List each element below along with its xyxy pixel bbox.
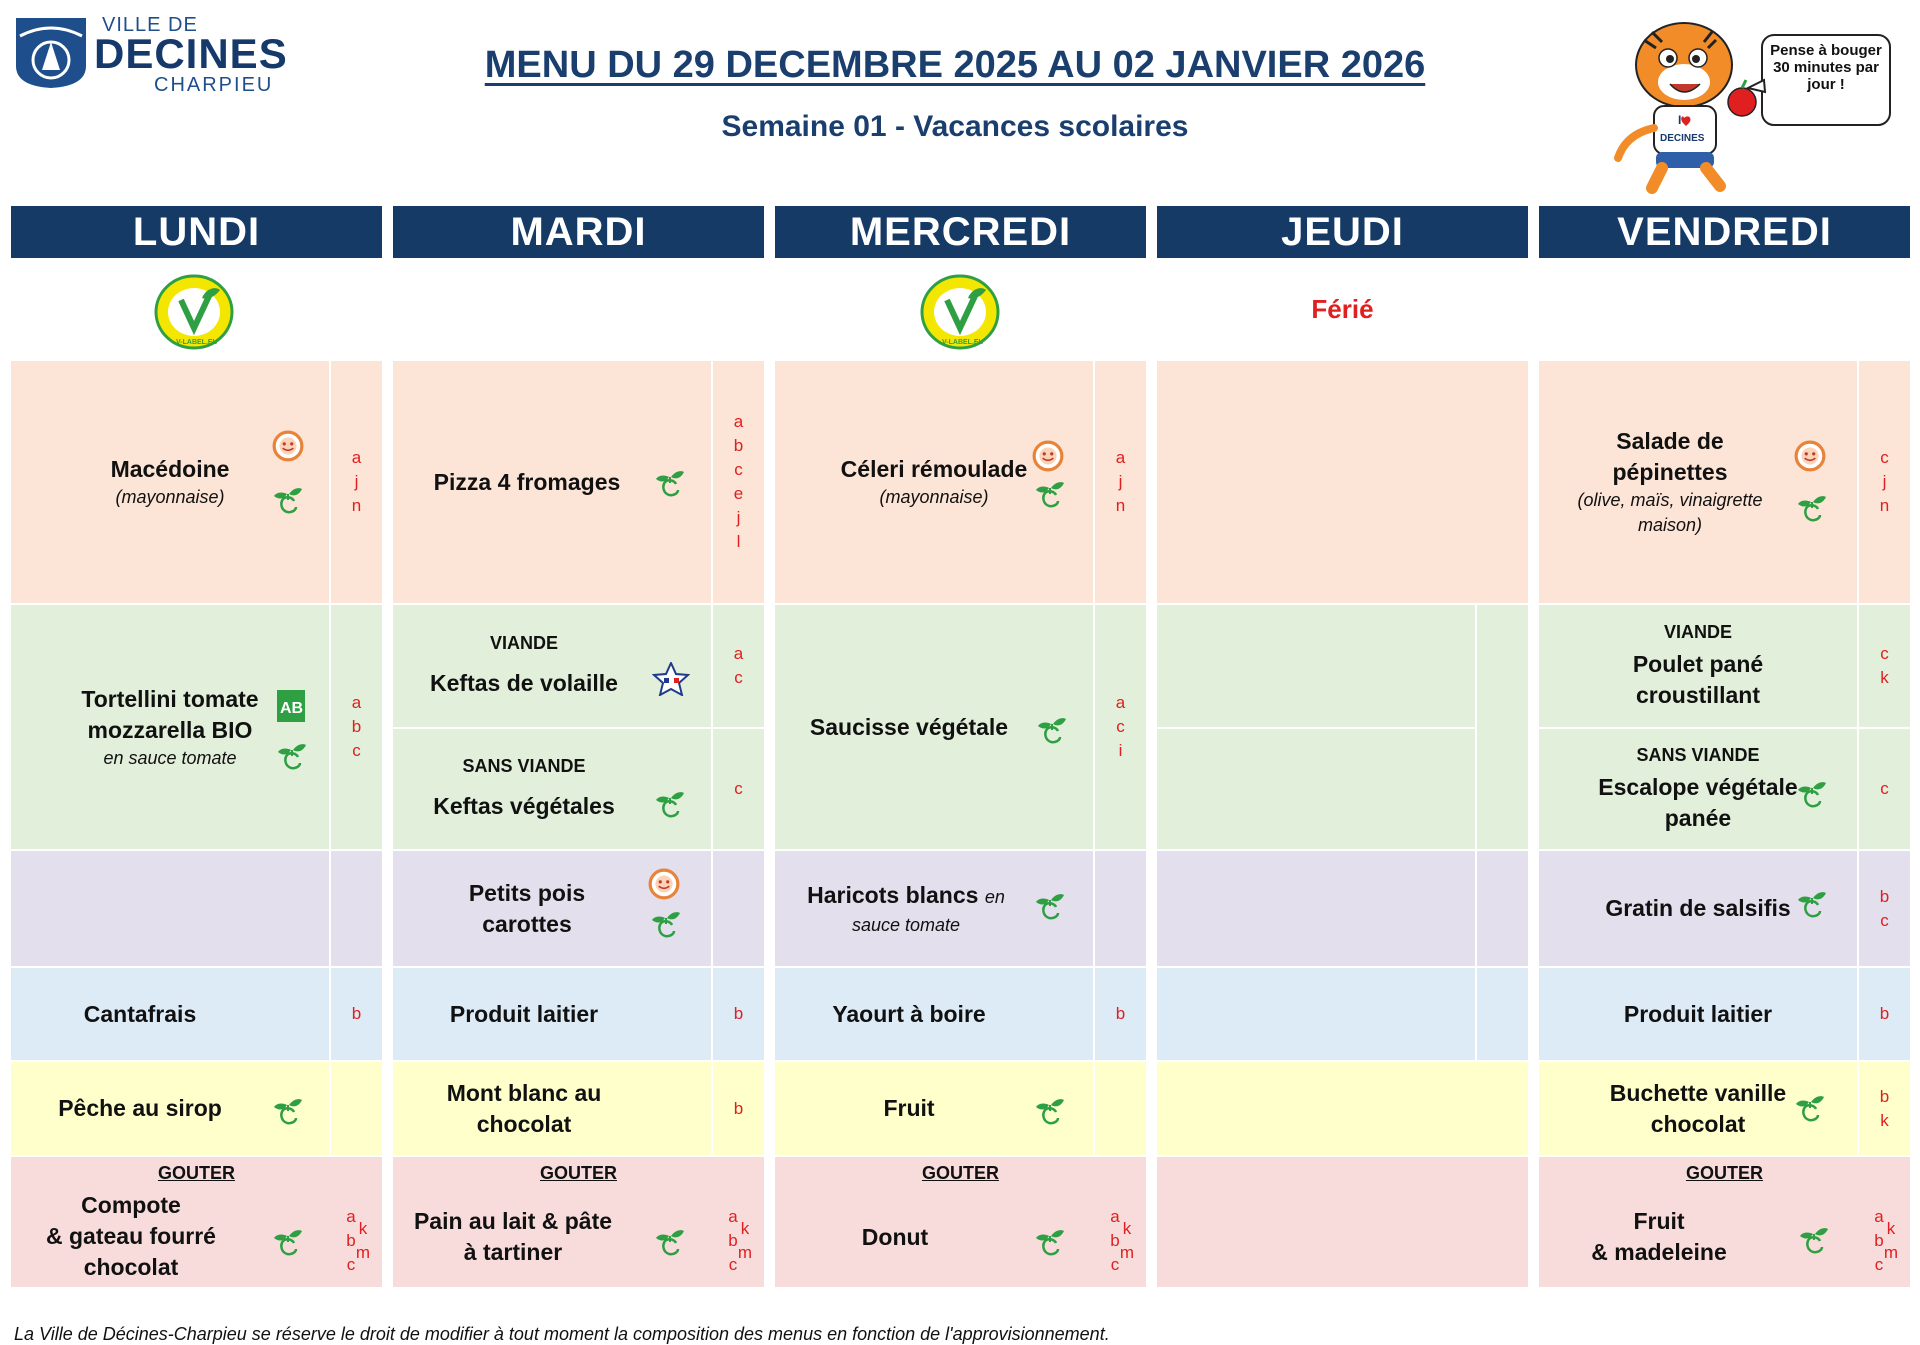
dish-name: Haricots blancs	[807, 881, 979, 908]
vendredi-plat-viande	[1539, 605, 1857, 727]
dish-sub-1: (olive, maïs, vinaigrette	[1577, 490, 1763, 510]
gouter-label: GOUTER	[1685, 1163, 1763, 1183]
dish-name-line	[807, 880, 1005, 913]
mardi-legume-allergens-cell	[713, 851, 764, 966]
dish-name: Céleri rémoulade	[840, 456, 1028, 482]
logo-line3: CHARPIEU	[154, 74, 274, 96]
lundi-legume	[11, 851, 329, 966]
vegetarian-leaf-icon	[1798, 1222, 1830, 1254]
logo-line1: VILLE DE	[102, 14, 198, 36]
fait-maison-icon	[648, 868, 680, 900]
allergen-letter: a	[351, 693, 362, 712]
allergen-letter: c	[1880, 448, 1889, 467]
allergen-letter: c	[1110, 1255, 1120, 1274]
allergen-letter: m	[355, 1243, 371, 1262]
jeudi-legume	[1157, 851, 1475, 966]
vendredi-plat-sans-allergens-cell	[1859, 729, 1910, 849]
allergens-col-a	[1874, 1205, 1884, 1277]
dish-name-2: chocolat	[476, 1110, 572, 1137]
allergen-letter: a	[346, 1207, 356, 1226]
allergen-letter: b	[733, 1098, 744, 1118]
allergen-letter: c	[1116, 717, 1125, 736]
footer-disclaimer: La Ville de Décines-Charpieu se réserve le droit de modifier à tout moment la composition des menus en fonction de l'approvisionnement.	[14, 1324, 1110, 1344]
mercredi-entree-allergens-cell	[1095, 361, 1146, 603]
dish-name: Pêche au sirop	[58, 1095, 222, 1121]
allergen-letter: b	[1879, 1004, 1890, 1023]
jeudi-laitier	[1157, 968, 1475, 1060]
allergen-letter: k	[740, 1219, 750, 1238]
allergen-letter: b	[1879, 886, 1890, 906]
allergens	[1880, 1002, 1889, 1026]
speech-bubble	[1748, 35, 1890, 125]
allergen-letter: c	[352, 741, 361, 760]
city-shield-icon	[12, 14, 90, 90]
dish-name: Macédoine	[110, 456, 230, 482]
dish-name: Pizza 4 fromages	[433, 468, 621, 495]
viande-label: VIANDE	[489, 633, 558, 653]
dish-name: Produit laitier	[1623, 1000, 1773, 1027]
lundi-legume-allergens-cell	[331, 851, 382, 966]
vegan-label-icon	[920, 274, 1000, 350]
allergen-letter: c	[1880, 779, 1889, 798]
dish-name: Produit laitier	[449, 1000, 599, 1027]
allergen-letter: j	[354, 472, 359, 491]
allergen-letter: j	[1118, 472, 1123, 491]
day-header-mercredi: MERCREDI	[775, 206, 1146, 258]
allergen-letter: m	[1883, 1243, 1899, 1262]
jeudi-plat-allergens-cell	[1477, 605, 1528, 849]
allergen-letter: b	[1879, 1086, 1890, 1106]
mercredi-laitier	[775, 968, 1093, 1060]
allergen-letter: k	[1880, 668, 1889, 687]
vegan-label-text: V-LABEL.EU	[942, 339, 984, 346]
allergens-col-a	[346, 1205, 356, 1277]
vendredi-dessert-allergens-cell	[1859, 1062, 1910, 1155]
allergen-letter: b	[733, 1004, 744, 1023]
allergen-letter: i	[1118, 741, 1123, 760]
allergens-col-b	[1119, 1217, 1135, 1265]
ville-logo	[12, 12, 292, 96]
fait-maison-icon	[272, 430, 304, 462]
allergens	[1880, 1085, 1890, 1133]
vegan-label-icon	[154, 274, 234, 350]
jeudi-laitier-allergens-cell	[1477, 968, 1528, 1060]
dish-name-2: & madeleine	[1591, 1239, 1727, 1265]
allergen-letter: l	[736, 532, 741, 551]
allergens	[1116, 1002, 1125, 1026]
vendredi-entree-allergens-cell	[1859, 361, 1910, 603]
mardi-laitier-allergens-cell	[713, 968, 764, 1060]
lundi-entree-allergens-cell	[331, 361, 382, 603]
allergen-letter: c	[346, 1255, 356, 1274]
mardi-gouter-text	[393, 1206, 633, 1268]
sans-viande-label: SANS VIANDE	[462, 756, 586, 776]
dish-name: Gratin de salsifis	[1605, 895, 1791, 921]
vegetarian-leaf-icon	[654, 1224, 686, 1256]
day-header-mardi: MARDI	[393, 206, 764, 258]
allergen-letter: k	[1880, 1110, 1889, 1130]
viande-label: VIANDE	[1663, 621, 1732, 642]
dish-sub: en sauce tomate	[103, 747, 237, 768]
mercredi-legume-allergens-cell	[1095, 851, 1146, 966]
vegetarian-leaf-icon	[1034, 1093, 1066, 1125]
lundi-dessert-allergens-cell	[331, 1062, 382, 1155]
fait-maison-icon	[1794, 440, 1826, 472]
vegetarian-leaf-icon	[1796, 490, 1828, 522]
allergens	[734, 642, 744, 690]
jeudi-entree	[1157, 361, 1528, 603]
vendredi-plat-viande-allergens-cell	[1859, 605, 1910, 727]
page-title: MENU DU 29 DECEMBRE 2025 AU 02 JANVIER 2026	[484, 44, 1426, 86]
dish-name: Saucisse végétale	[809, 713, 1009, 740]
allergen-letter: b	[1115, 1004, 1126, 1023]
jeudi-legume-allergens-cell	[1477, 851, 1528, 966]
day-header-lundi: LUNDI	[11, 206, 382, 258]
gouter-label: GOUTER	[539, 1163, 617, 1183]
allergen-letter: a	[1115, 448, 1126, 467]
vegan-label-text: V-LABEL.EU	[176, 339, 218, 346]
allergen-letter: c	[734, 668, 743, 687]
dish-name-2: carottes	[482, 910, 572, 937]
allergens	[734, 777, 743, 801]
allergen-letter: c	[1874, 1255, 1884, 1274]
vendredi-laitier	[1539, 968, 1857, 1060]
allergen-letter: m	[737, 1243, 753, 1262]
mercredi-gouter-text	[775, 1222, 1015, 1253]
dish-name-2: pépinettes	[1612, 459, 1728, 485]
dish-sub-2: maison)	[1637, 515, 1703, 535]
vegetarian-leaf-icon	[1034, 888, 1066, 920]
allergens	[1116, 691, 1126, 763]
mercredi-laitier-allergens-cell	[1095, 968, 1146, 1060]
allergen-letter: a	[733, 412, 744, 431]
allergen-letter: b	[1110, 1231, 1120, 1250]
vegetarian-leaf-icon	[654, 786, 686, 818]
allergens-col-b	[737, 1217, 753, 1265]
dish-name-1: Salade de	[1616, 428, 1724, 454]
allergens	[1880, 885, 1890, 933]
dish-name-2: mozzarella BIO	[87, 716, 253, 743]
mardi-laitier	[393, 968, 711, 1060]
dish-name-2: chocolat	[1650, 1110, 1746, 1137]
day-header-vendredi: VENDREDI	[1539, 206, 1910, 258]
jeudi-plat-2	[1157, 729, 1475, 849]
allergen-letter: j	[736, 508, 741, 527]
dish-name-1: Petits pois	[468, 879, 586, 906]
dish-name-2: croustillant	[1636, 681, 1760, 708]
vendredi-laitier-allergens-cell	[1859, 968, 1910, 1060]
allergen-letter: e	[733, 484, 744, 503]
logo-line2: DECINES	[94, 30, 288, 77]
allergens	[352, 1002, 361, 1026]
dish-sub: sauce tomate	[851, 914, 961, 935]
page-subtitle: Semaine 01 - Vacances scolaires	[721, 110, 1189, 143]
vegetarian-leaf-icon	[654, 465, 686, 497]
fait-maison-icon	[1032, 440, 1064, 472]
allergen-letter: a	[1874, 1207, 1884, 1226]
allergen-letter: b	[733, 436, 744, 455]
allergen-letter: n	[351, 496, 362, 515]
dish-name-2: à tartiner	[463, 1239, 563, 1265]
tiger-mascot-icon	[1612, 10, 1902, 195]
jeudi-gouter	[1157, 1157, 1528, 1287]
dish-name: Keftas végétales	[433, 793, 615, 819]
dish-name-1: Pain au lait & pâte	[413, 1208, 613, 1234]
lundi-gouter-text	[11, 1190, 251, 1283]
allergen-letter: a	[1115, 693, 1126, 712]
vegetarian-leaf-icon	[1034, 1224, 1066, 1256]
vendredi-legume-allergens-cell	[1859, 851, 1910, 966]
allergen-letter: k	[1886, 1219, 1896, 1238]
allergen-letter: c	[1880, 910, 1889, 930]
dish-name: Keftas de volaille	[430, 670, 618, 696]
mardi-dessert	[393, 1062, 711, 1155]
allergen-letter: a	[728, 1207, 738, 1226]
vegetarian-leaf-icon	[1036, 712, 1068, 744]
mardi-entree-allergens-cell	[713, 361, 764, 603]
sans-viande-label: SANS VIANDE	[1636, 744, 1760, 765]
allergens	[1880, 446, 1890, 518]
allergen-letter: c	[734, 460, 743, 479]
vendredi-entree	[1539, 361, 1857, 603]
vegetarian-leaf-icon	[1796, 776, 1828, 808]
dish-name-1: Tortellini tomate	[81, 685, 259, 712]
volaille-france-star-icon	[652, 662, 690, 696]
lundi-plat	[11, 605, 329, 849]
allergen-letter: k	[1122, 1219, 1132, 1238]
day-header-jeudi: JEUDI	[1157, 206, 1528, 258]
bubble-text: Pense à bouger 30 minutes par jour !	[1770, 42, 1882, 93]
allergen-letter: b	[1874, 1231, 1884, 1250]
allergens-col-a	[728, 1205, 738, 1277]
mascot-shirt-top: I	[1678, 113, 1682, 127]
allergen-letter: b	[351, 717, 362, 736]
allergen-letter: a	[351, 448, 362, 467]
gouter-label: GOUTER	[921, 1163, 999, 1183]
allergen-letter: m	[1119, 1243, 1135, 1262]
allergens	[352, 691, 362, 763]
dish-name-1: Escalope végétale	[1598, 773, 1798, 800]
dish-name-1: Mont blanc au	[446, 1079, 602, 1106]
mascot-shirt-text: DECINES	[1660, 133, 1705, 144]
allergen-letter: b	[728, 1231, 738, 1250]
allergen-letter: c	[728, 1255, 738, 1274]
vegetarian-leaf-icon	[272, 482, 304, 514]
allergens	[734, 1097, 743, 1121]
dish-name-1: Compote	[81, 1192, 181, 1218]
dish-name-1: Fruit	[1633, 1208, 1685, 1234]
dish-sub: (mayonnaise)	[115, 487, 225, 507]
allergen-letter: b	[351, 1004, 362, 1023]
allergens	[1880, 642, 1890, 690]
vegetarian-leaf-icon	[272, 1224, 304, 1256]
mardi-dessert-allergens-cell	[713, 1062, 764, 1155]
dish-name-2: panée	[1664, 804, 1732, 831]
bio-ab-icon	[276, 689, 306, 723]
allergens-col-b	[355, 1217, 371, 1265]
allergens	[1098, 1205, 1144, 1277]
dish-name: Cantafrais	[83, 1000, 197, 1027]
dish-name-2: & gateau fourré	[46, 1223, 216, 1249]
allergen-letter: a	[1110, 1207, 1120, 1226]
allergens	[1116, 446, 1126, 518]
lundi-laitier-allergens-cell	[331, 968, 382, 1060]
allergens	[716, 1205, 762, 1277]
vegetarian-leaf-icon	[1794, 1090, 1826, 1122]
allergens	[1862, 1205, 1908, 1277]
allergens	[1880, 777, 1889, 801]
dish-name-1: Buchette vanille	[1609, 1079, 1787, 1106]
allergens	[352, 446, 362, 518]
mardi-plat-viande-allergens-cell	[713, 605, 764, 727]
dish-name-1: Poulet pané	[1632, 650, 1764, 677]
allergens	[734, 1002, 743, 1026]
lundi-plat-allergens-cell	[331, 605, 382, 849]
dish-name: Donut	[861, 1224, 929, 1250]
allergen-letter: n	[1115, 496, 1126, 515]
vendredi-gouter-text	[1539, 1206, 1779, 1268]
allergens	[334, 1205, 380, 1277]
allergen-letter: c	[734, 779, 743, 798]
dish-name: Fruit	[883, 1095, 935, 1121]
allergens-col-b	[1883, 1217, 1899, 1265]
ferie-label: Férié	[1311, 294, 1374, 324]
dish-name: Yaourt à boire	[832, 1000, 986, 1027]
dish-name-3: chocolat	[83, 1254, 179, 1280]
mardi-plat-sans-allergens-cell	[713, 729, 764, 849]
allergen-letter: n	[1879, 496, 1890, 515]
dish-sub: (mayonnaise)	[879, 487, 989, 507]
mercredi-plat-allergens-cell	[1095, 605, 1146, 849]
bio-ab-text: AB	[280, 700, 304, 717]
allergens	[734, 410, 744, 554]
gouter-label: GOUTER	[157, 1163, 235, 1183]
allergen-letter: b	[346, 1231, 356, 1250]
dish-sub-inline: en	[984, 886, 1005, 907]
vegetarian-leaf-icon	[276, 738, 308, 770]
vegetarian-leaf-icon	[1796, 886, 1828, 918]
allergen-letter: c	[1880, 644, 1889, 663]
jeudi-plat-1	[1157, 605, 1475, 727]
lundi-laitier	[11, 968, 329, 1060]
allergen-letter: a	[733, 644, 744, 663]
allergen-letter: k	[358, 1219, 368, 1238]
mercredi-dessert-allergens-cell	[1095, 1062, 1146, 1155]
vegetarian-leaf-icon	[272, 1093, 304, 1125]
vegetarian-leaf-icon	[650, 906, 682, 938]
jeudi-dessert	[1157, 1062, 1528, 1155]
allergens-col-a	[1110, 1205, 1120, 1277]
allergen-letter: j	[1882, 472, 1887, 491]
vegetarian-leaf-icon	[1034, 476, 1066, 508]
